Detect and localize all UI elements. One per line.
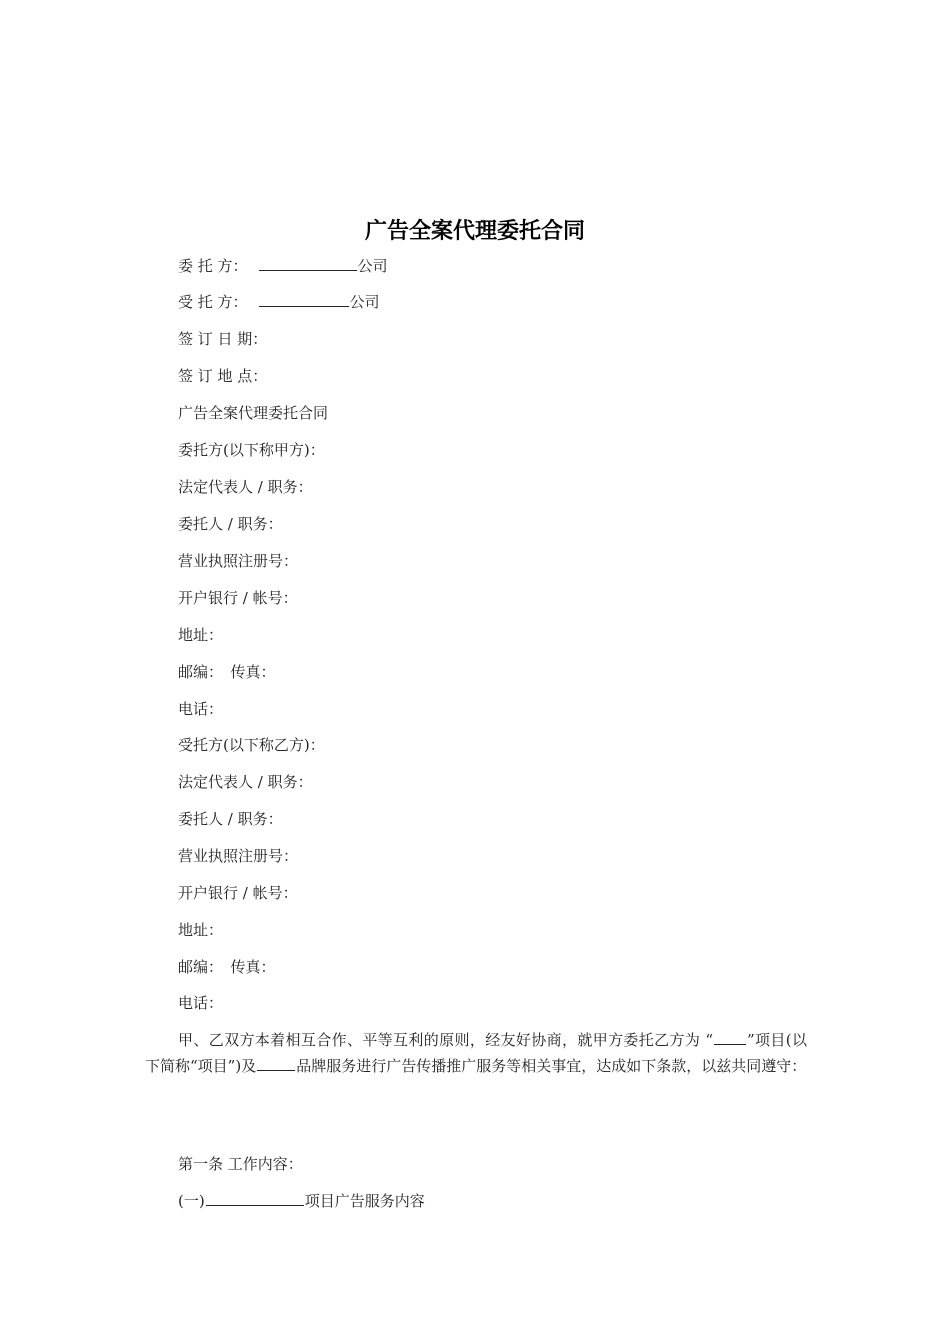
party-b-rep: 法定代表人 / 职务： <box>178 773 313 791</box>
document-title: 广告全案代理委托合同 <box>364 219 585 244</box>
intro-part2: ”项目(以下简称“项目”)及 <box>145 1031 807 1075</box>
party-b-address: 地址： <box>178 921 224 939</box>
party-a-phone: 电话： <box>178 700 224 718</box>
client-label: 委 托 方： <box>178 257 248 275</box>
party-b-agent: 委托人 / 职务： <box>178 810 283 828</box>
client-blank <box>259 256 357 271</box>
party-b-postcode-fax: 邮编： 传真： <box>178 958 276 976</box>
agent-suffix: 公司 <box>349 293 380 311</box>
intro-part1: 甲、乙双方本着相互合作、平等互利的原则，经友好协商，就甲方委托乙方为 “ <box>178 1031 714 1049</box>
document-subtitle: 广告全案代理委托合同 <box>178 404 329 422</box>
party-a-bank: 开户银行 / 帐号： <box>178 589 298 607</box>
party-a-address: 地址： <box>178 626 224 644</box>
sign-place-label: 签 订 地 点： <box>178 367 268 385</box>
party-b-phone: 电话： <box>178 994 224 1012</box>
client-line <box>178 256 388 276</box>
party-b-license: 营业执照注册号： <box>178 847 299 865</box>
party-a-rep: 法定代表人 / 职务： <box>178 478 313 496</box>
item-1-prefix: (一) <box>178 1192 205 1210</box>
party-b-heading: 受托方(以下称乙方)： <box>178 736 325 754</box>
party-a-agent: 委托人 / 职务： <box>178 515 283 533</box>
article-1-item-1 <box>178 1191 425 1211</box>
brand-blank <box>257 1058 295 1071</box>
item-1-suffix: 项目广告服务内容 <box>304 1192 425 1210</box>
sign-date-label: 签 订 日 期： <box>178 330 268 348</box>
party-b-bank: 开户银行 / 帐号： <box>178 884 298 902</box>
item-1-blank <box>206 1191 304 1206</box>
article-1-heading: 第一条 工作内容： <box>178 1155 303 1173</box>
party-a-heading: 委托方(以下称甲方)： <box>178 441 325 459</box>
client-suffix: 公司 <box>357 257 388 275</box>
project-blank <box>714 1032 746 1045</box>
agent-label: 受 托 方： <box>178 293 248 311</box>
party-a-license: 营业执照注册号： <box>178 552 299 570</box>
party-a-postcode-fax: 邮编： 传真： <box>178 663 276 681</box>
agent-blank <box>259 292 349 307</box>
agent-line <box>178 292 380 312</box>
intro-paragraph <box>145 1027 807 1079</box>
intro-part3: 品牌服务进行广告传播推广服务等相关事宜，达成如下条款，以兹共同遵守： <box>296 1057 807 1075</box>
